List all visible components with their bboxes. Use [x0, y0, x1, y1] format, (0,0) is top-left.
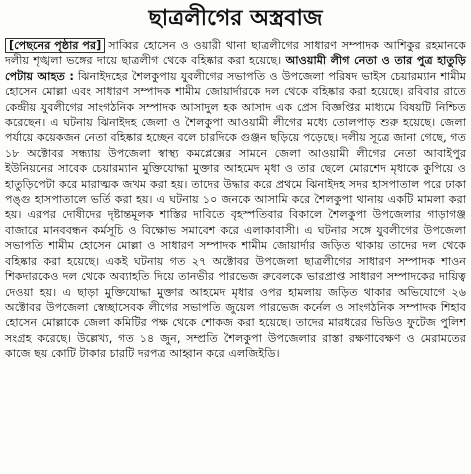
article-subhead: আওয়ামী লীগ নেতা ও তার পুত্র হাতুড়ি পেটায় আহত : — [5, 54, 466, 83]
article-body — [5, 38, 466, 362]
article-headline: ছাত্রলীগের অস্ত্রবাজ — [148, 6, 323, 31]
continued-from-label: [পেছনের পৃষ্ঠার পর] — [5, 38, 105, 53]
article-body-text: ঝিনাইদহের শৈলকুপায় যুবলীগের সভাপতি ও উপজেলা পরিষদ ভাইস চেয়ারম্যান শামীম হোসেন মোল্লা এবং সাধারণ সম্পাদক শামীম জোয়ার্দারকে দল থেকে বহিষ্কার করা হয়েছে। রবিবার রাতে কেন্দ্রীয় যুবলীগের সাংগঠনিক সম্পাদক আসাদুল হক আসাদ এক প্রেস বিজ্ঞপ্তির মাধ্যমে বিষয়টি নিশ্চিত করেছেন। এ ঘটনায় ঝিনাইদহ জেলা ও শৈলকুপা আওয়ামী লীগের মধ্যে তোলপাড় শুরু হয়েছে। জেলা পর্যায়ে কয়েকজন নেতা বহিষ্কার হচ্ছেন বলে চারদিকে গুঞ্জন ছড়িয়ে পড়েছে। দলীয় সূত্রে জানা গেছে, গত ১৮ অক্টোবর সন্ধ্যায় উপজেলা স্বাস্থ্য কমপ্লেক্সের সামনে জেলা আওয়ামী লীগের নেতা আবাইপুর ইউনিয়নের সাবেক চেয়ারম্যান মুক্তিযোদ্ধা মুক্তার আহমেদ মৃধা ও তার ছেলে মোরশেদ মৃধাকে কুপিয়ে ও হাতুড়িপেটা করে মারাত্মক জখম করা হয়। তাদের উদ্ধার করে প্রথমে ঝিনাইদহ সদর হাসপাতাল পরে ঢাকা পঙ্গু হাসপাতালে ভর্তি করা হয়। এ ঘটনায় ১০ জনকে আসামি করে শৈলকুপা থানায় একটি মামলা করা হয়। এরপর দোষীদের দৃষ্টান্তমূলক শাস্তির দাবিতে বৃহস্পতিবার বিকালে শৈলকুপা উপজেলার গাড়াগঞ্জ বাজারে মানববন্ধন কর্মসূচি ও বিক্ষোভ সমাবেশ করে এলাকাবাসী। এ ঘটনার সঙ্গে যুবলীগের উপজেলা সভাপতি শামীম হোসেন মোল্লা ও সাধারণ সম্পাদক শামীম জোয়ার্দার জড়িত থাকায় তাদের দল থেকে বহিষ্কার করা হয়েছে। একই ঘটনায় গত ২৭ অক্টোবর উপজেলা ছাত্রলীগের সাধারণ সম্পাদক শাওন শিকদারকেও দল থেকে অব্যাহতি দিয়ে তানভীর পারভেজ রুবেলকে ভারপ্রাপ্ত সাধারণ সম্পাদকের দায়িত্ব দেওয়া হয়। এ ছাড়া মুক্তিযোদ্ধা মুক্তার আহমেদ মৃধার ওপর হামলায় জড়িত থাকার অভিযোগে ২৬ অক্টোবর উপজেলা স্বেচ্ছাসেবক লীগের সভাপতি জুয়েল পারভেজ কর্নেল ও সাংগঠনিক সম্পাদক শিহাব হোসেন মোল্লাকে জেলা কমিটির পক্ষ থেকে শোকজ করা হয়েছে। তাদের মারধরের ভিডিও ফুটেজ পুলিশ সংগ্রহ করেছে। উল্লেখ্য, গত ১৪ জুন, সম্প্রতি শৈলকুপা উপজেলার রাস্তা রক্ষণাবেক্ষণ ও মেরামতের কাজে ছয় কোটি টাকার চারটি দরপত্র আহ্বান করে এলজিইডি। — [5, 69, 467, 361]
lead-paragraph: সাব্বির হোসেন ও ওয়ারী থানা ছাত্রলীগের সাধারণ সম্পাদক আশিকুর রহমানকে দলীয় শৃঙ্খলা ভঙ্গের দায়ে ছাত্রলীগ থেকে বহিষ্কার করা হয়েছে। — [5, 39, 466, 68]
